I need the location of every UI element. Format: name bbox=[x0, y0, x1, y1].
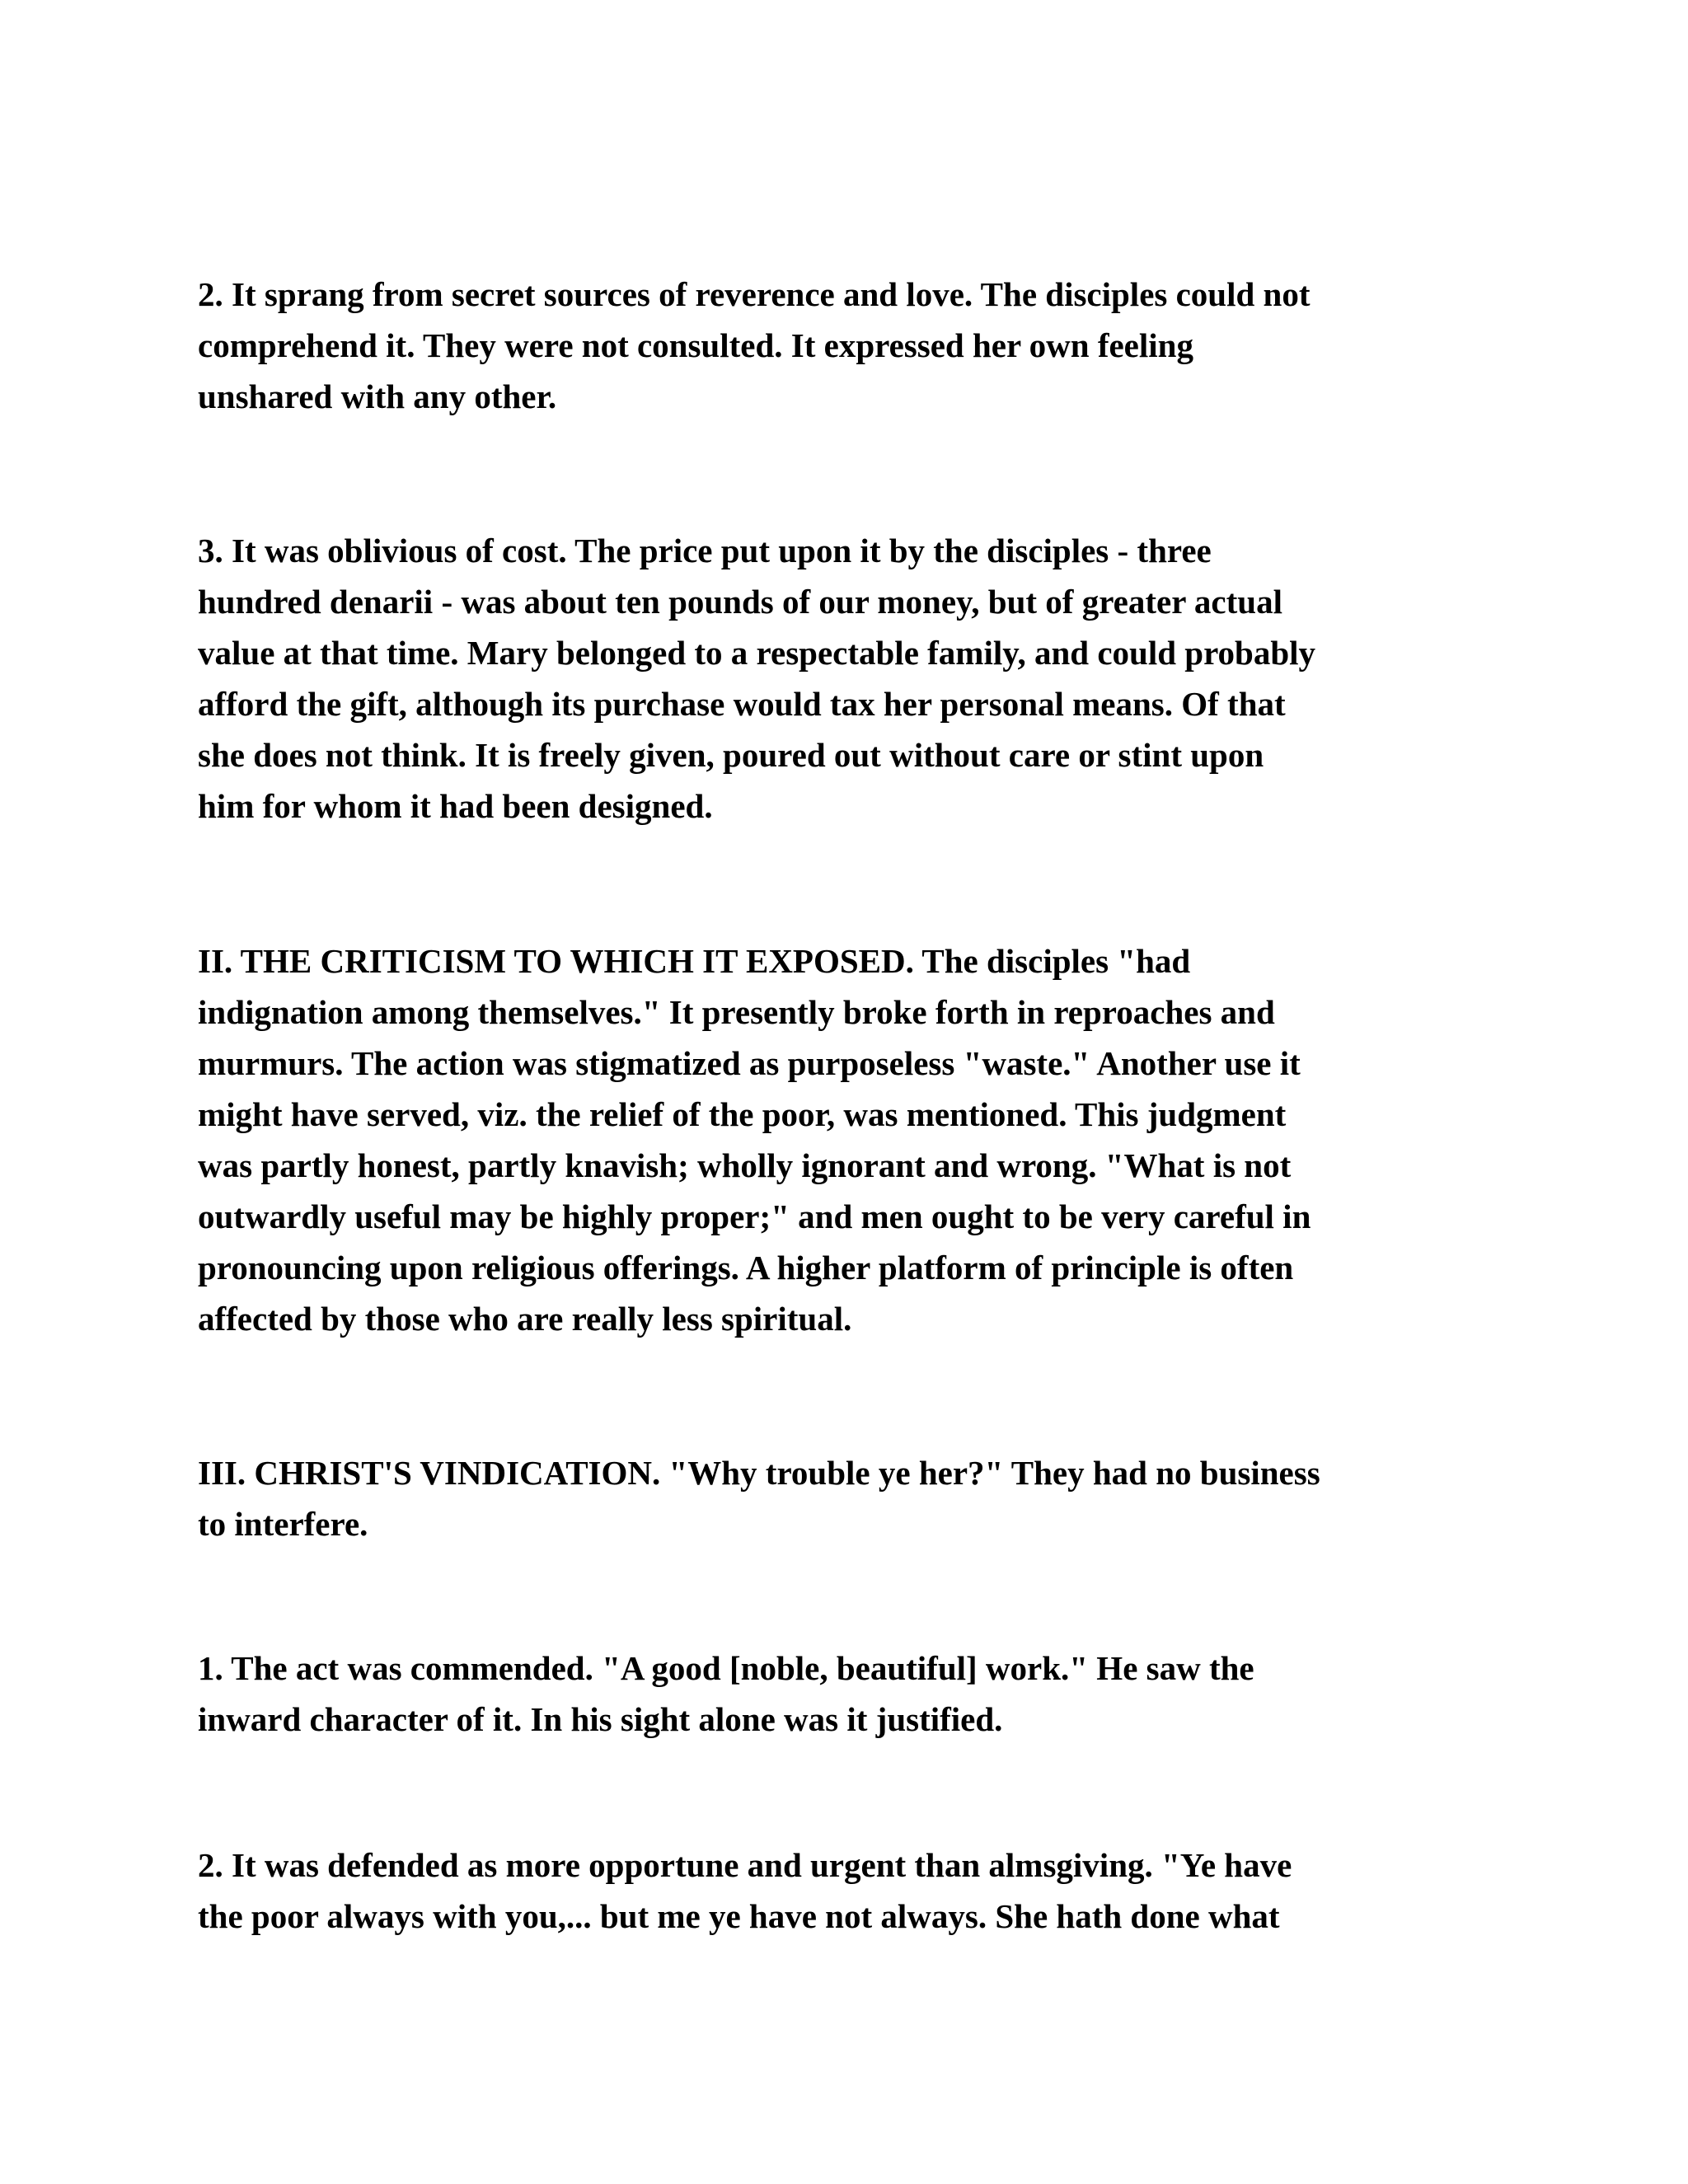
text-line: was partly honest, partly knavish; wholly ignorant and wrong. "What is not bbox=[198, 1146, 1292, 1184]
text-line: indignation among themselves." It presently broke forth in reproaches and bbox=[198, 993, 1275, 1031]
text-line: 2. It was defended as more opportune and urgent than almsgiving. "Ye have bbox=[198, 1846, 1292, 1884]
paragraph-oblivious-of-cost bbox=[198, 525, 1496, 832]
paragraph-defended bbox=[198, 1840, 1496, 1942]
text-line: him for whom it had been designed. bbox=[198, 787, 713, 825]
text-line: she does not think. It is freely given, poured out without care or stint upon bbox=[198, 736, 1264, 774]
text-line: comprehend it. They were not consulted. It expressed her own feeling bbox=[198, 326, 1193, 364]
text-line: 2. It sprang from secret sources of reverence and love. The disciples could not bbox=[198, 275, 1311, 313]
text-line: III. CHRIST'S VINDICATION. "Why trouble ye her?" They had no business bbox=[198, 1454, 1320, 1492]
text-line: murmurs. The action was stigmatized as purposeless "waste." Another use it bbox=[198, 1044, 1301, 1082]
text-line: the poor always with you,... but me ye have not always. She hath done what bbox=[198, 1897, 1280, 1935]
text-line: outwardly useful may be highly proper;" and men ought to be very careful in bbox=[198, 1197, 1311, 1235]
paragraph-secret-sources bbox=[198, 269, 1496, 422]
text-line: 1. The act was commended. "A good [noble, beautiful] work." He saw the bbox=[198, 1649, 1254, 1687]
text-line: II. THE CRITICISM TO WHICH IT EXPOSED. The disciples "had bbox=[198, 942, 1191, 980]
text-line: pronouncing upon religious offerings. A higher platform of principle is often bbox=[198, 1249, 1294, 1286]
text-line: afford the gift, although its purchase would tax her personal means. Of that bbox=[198, 685, 1286, 723]
text-line: unshared with any other. bbox=[198, 377, 557, 415]
text-line: affected by those who are really less spiritual. bbox=[198, 1300, 852, 1338]
paragraph-vindication bbox=[198, 1447, 1496, 1549]
text-line: hundred denarii - was about ten pounds of our money, but of greater actual bbox=[198, 583, 1282, 621]
text-line: to interfere. bbox=[198, 1505, 368, 1543]
text-line: might have served, viz. the relief of the poor, was mentioned. This judgment bbox=[198, 1095, 1287, 1133]
text-line: value at that time. Mary belonged to a respectable family, and could probably bbox=[198, 634, 1316, 672]
paragraph-criticism bbox=[198, 935, 1496, 1344]
text-line: inward character of it. In his sight alone was it justified. bbox=[198, 1700, 1003, 1738]
paragraph-act-commended bbox=[198, 1643, 1496, 1745]
text-line: 3. It was oblivious of cost. The price put upon it by the disciples - three bbox=[198, 532, 1212, 569]
